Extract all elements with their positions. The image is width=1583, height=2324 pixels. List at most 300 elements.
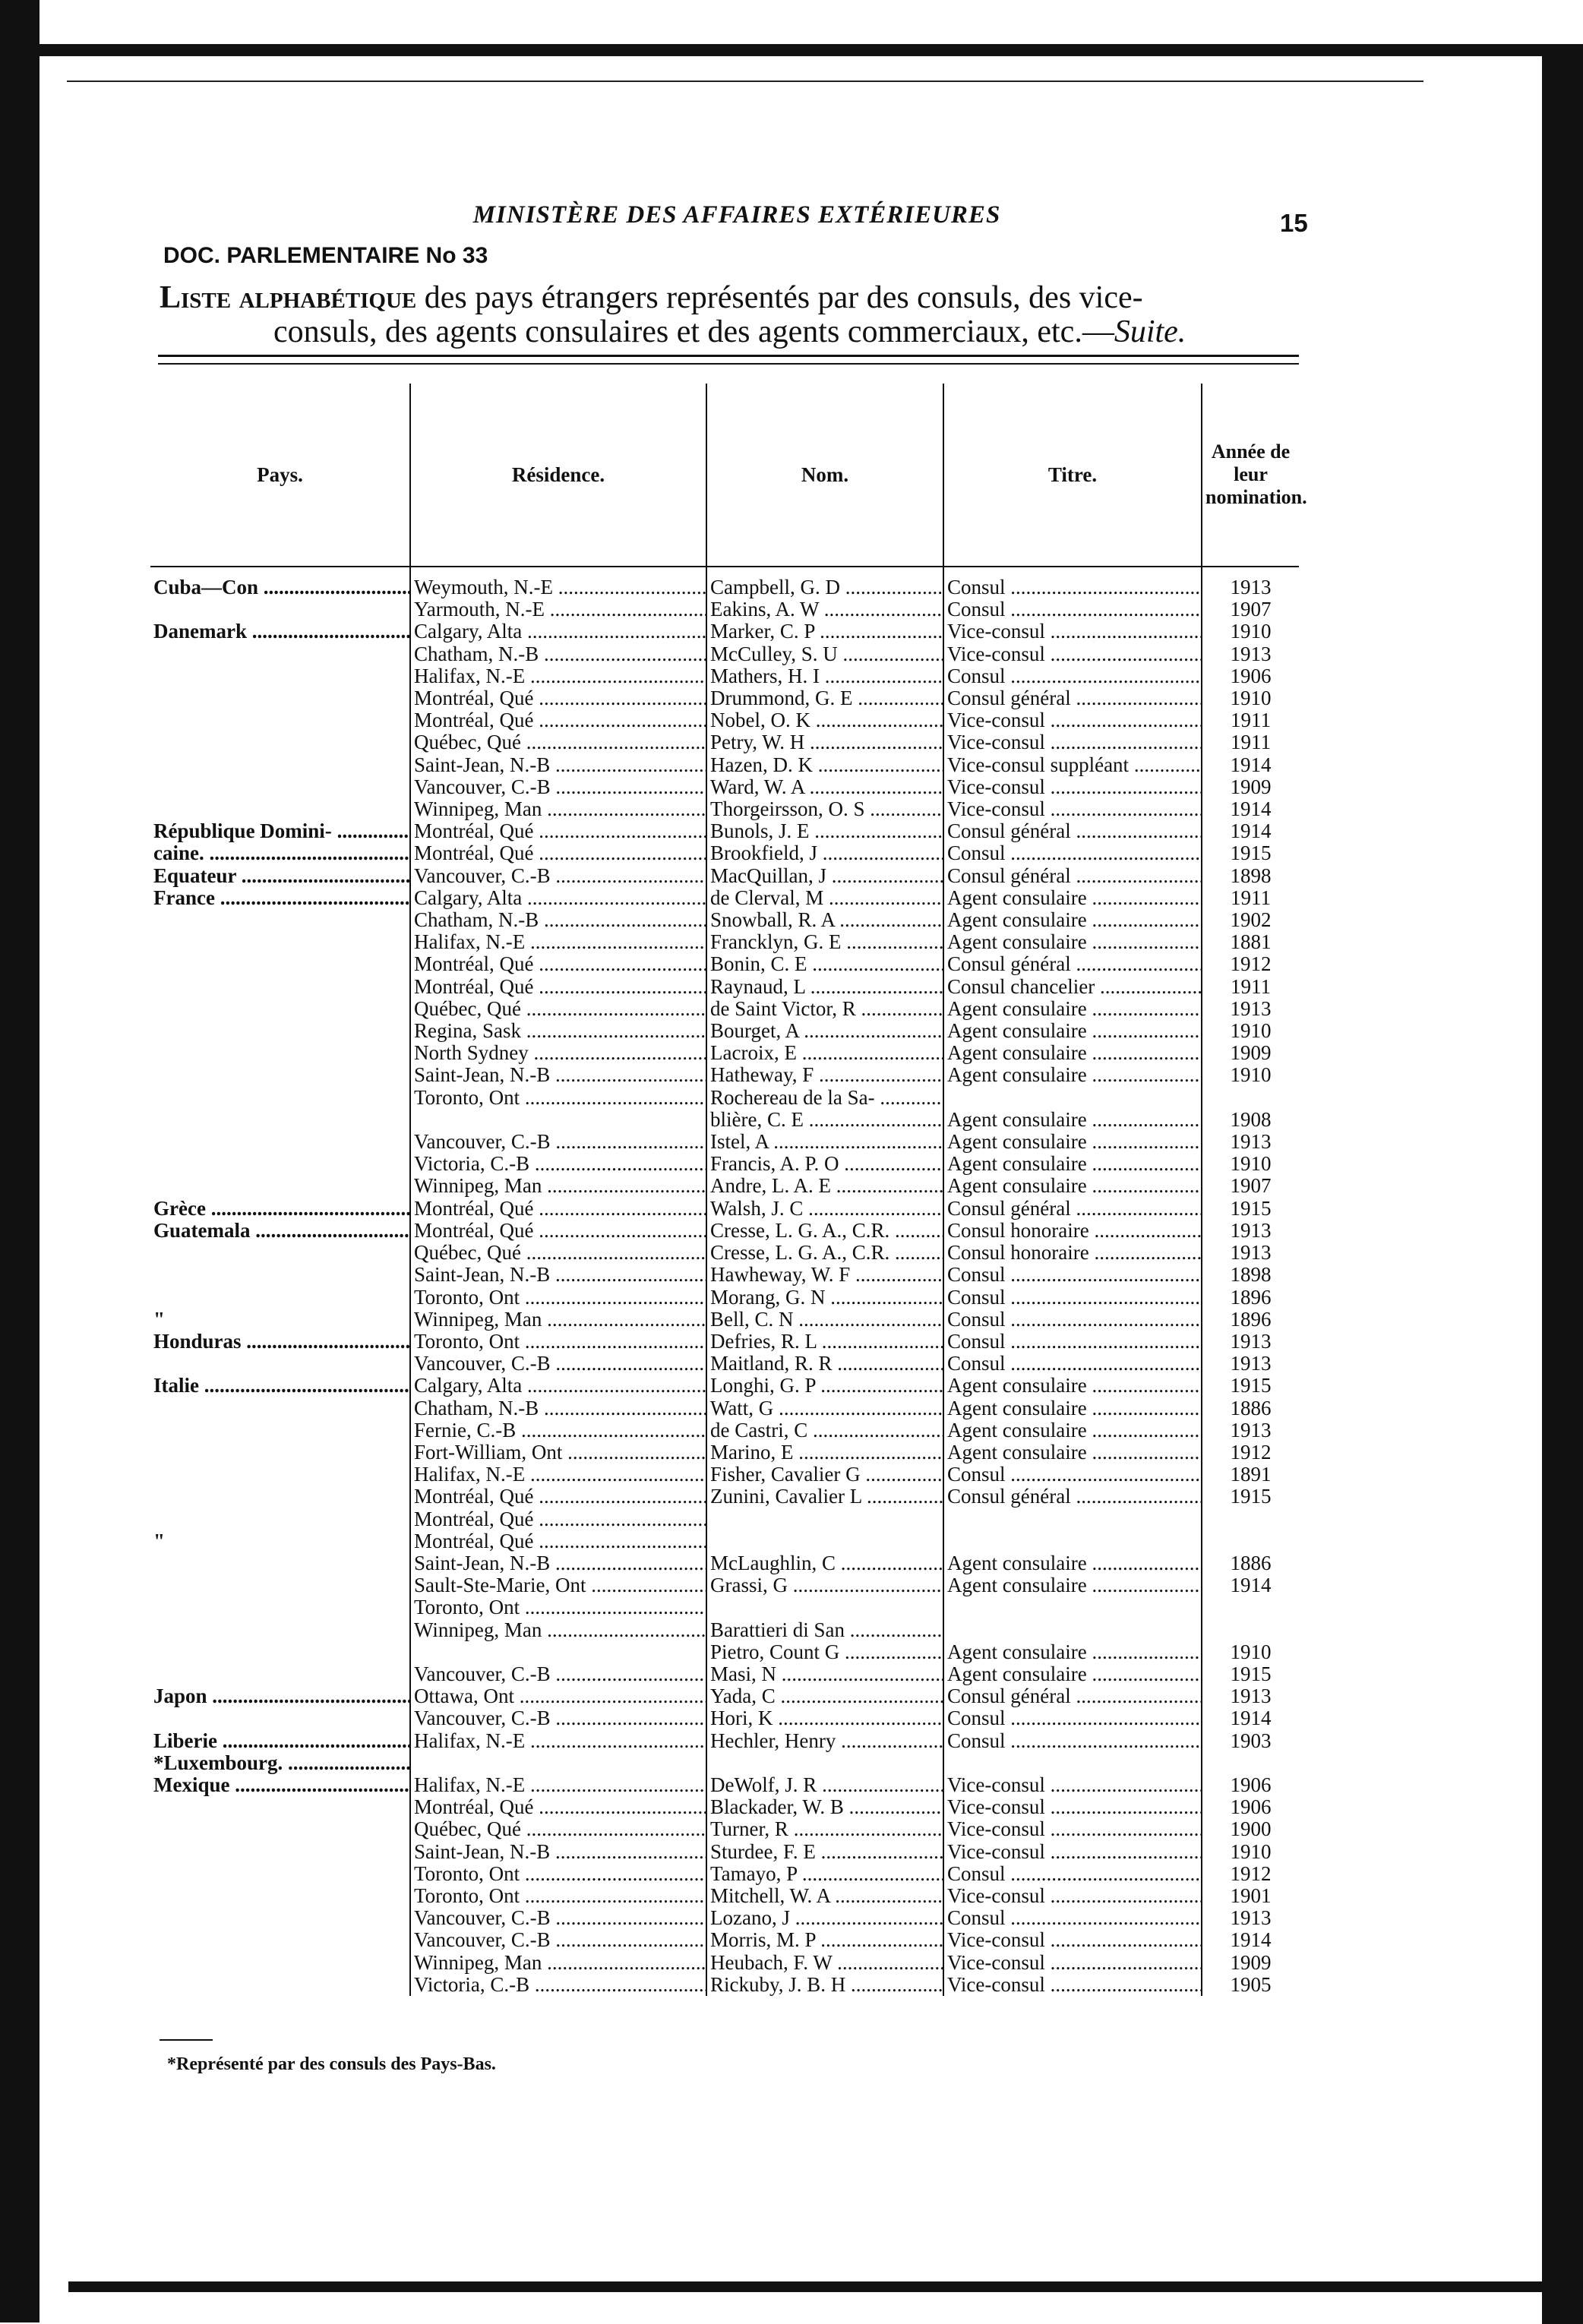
cell-annee bbox=[1202, 776, 1299, 798]
cell-pays bbox=[150, 1375, 410, 1397]
table-row bbox=[150, 754, 1299, 776]
cell-nom bbox=[706, 1175, 943, 1197]
cell-nom-text: Yada, C ..... bbox=[710, 1685, 943, 1707]
cell-pays bbox=[150, 709, 410, 731]
cell-residence bbox=[410, 567, 706, 598]
cell-titre-text: Vice-consul ..... bbox=[947, 1952, 1202, 1974]
table-row bbox=[150, 598, 1299, 620]
cell-titre bbox=[943, 931, 1202, 953]
cell-titre-text: Consul honoraire ..... bbox=[947, 1242, 1202, 1264]
cell-annee-text: 1896 bbox=[1230, 1286, 1272, 1309]
cell-residence-text: Toronto, Ont ..... bbox=[414, 1863, 706, 1885]
table-row bbox=[150, 1087, 1299, 1109]
cell-annee bbox=[1202, 1287, 1299, 1309]
cell-nom-text: Bunols, J. E ..... bbox=[710, 820, 943, 842]
page-number: 15 bbox=[1280, 209, 1308, 237]
cell-annee bbox=[1202, 931, 1299, 953]
consul-table bbox=[150, 384, 1307, 1996]
cell-residence bbox=[410, 1530, 706, 1552]
cell-residence bbox=[410, 1863, 706, 1885]
table-row bbox=[150, 1375, 1299, 1397]
cell-pays-text: " bbox=[153, 1308, 165, 1331]
cell-nom-text: Longhi, G. P ..... bbox=[710, 1375, 943, 1397]
cell-nom bbox=[706, 665, 943, 687]
cell-nom bbox=[706, 1907, 943, 1929]
cell-titre bbox=[943, 1020, 1202, 1042]
cell-titre-text: Consul ..... bbox=[947, 1907, 1202, 1929]
cell-residence-text: Chatham, N.-B ..... bbox=[414, 643, 706, 665]
cell-annee-text: 1913 bbox=[1230, 997, 1272, 1020]
table-row bbox=[150, 887, 1299, 909]
table-row bbox=[150, 567, 1299, 598]
scan-border-left bbox=[0, 0, 39, 2322]
cell-annee-text: 1912 bbox=[1230, 1862, 1272, 1885]
cell-annee-text: 1911 bbox=[1231, 975, 1271, 998]
cell-pays bbox=[150, 1841, 410, 1863]
cell-titre-text: Consul honoraire ..... bbox=[947, 1220, 1202, 1242]
cell-nom bbox=[706, 976, 943, 998]
cell-annee-text: 1911 bbox=[1231, 709, 1271, 732]
cell-residence-text: Winnipeg, Man ..... bbox=[414, 1309, 706, 1331]
cell-residence bbox=[410, 1242, 706, 1264]
cell-annee-text: 1910 bbox=[1230, 1064, 1272, 1087]
cell-annee-text: 1910 bbox=[1230, 1640, 1272, 1663]
cell-annee-text: 1907 bbox=[1230, 598, 1272, 621]
cell-titre-text: Consul ..... bbox=[947, 1464, 1202, 1486]
document-reference: DOC. PARLEMENTAIRE No 33 bbox=[163, 243, 488, 268]
cell-nom bbox=[706, 598, 943, 620]
cell-annee bbox=[1202, 1596, 1299, 1618]
cell-annee-text: 1886 bbox=[1230, 1397, 1272, 1419]
table-row bbox=[150, 820, 1299, 842]
cell-pays-text: Honduras ..... bbox=[153, 1331, 410, 1353]
cell-residence bbox=[410, 1087, 706, 1109]
cell-nom bbox=[706, 1929, 943, 1951]
cell-nom bbox=[706, 820, 943, 842]
cell-annee-text: 1913 bbox=[1230, 1242, 1272, 1265]
cell-titre-text: Agent consulaire ..... bbox=[947, 1131, 1202, 1153]
cell-titre bbox=[943, 1264, 1202, 1286]
cell-nom bbox=[706, 1397, 943, 1419]
cell-pays bbox=[150, 1353, 410, 1375]
cell-residence bbox=[410, 1131, 706, 1153]
cell-residence bbox=[410, 731, 706, 753]
cell-nom bbox=[706, 1596, 943, 1618]
cell-pays bbox=[150, 1596, 410, 1618]
table-row bbox=[150, 776, 1299, 798]
cell-annee-text: 1911 bbox=[1231, 731, 1271, 754]
cell-annee bbox=[1202, 687, 1299, 709]
table-row bbox=[150, 1730, 1299, 1752]
cell-annee bbox=[1202, 1353, 1299, 1375]
cell-annee bbox=[1202, 1153, 1299, 1175]
cell-pays bbox=[150, 1198, 410, 1220]
cell-pays bbox=[150, 1685, 410, 1707]
cell-pays-text: Mexique ..... bbox=[153, 1774, 410, 1796]
cell-annee bbox=[1202, 1841, 1299, 1863]
cell-titre bbox=[943, 1574, 1202, 1596]
table-row bbox=[150, 1309, 1299, 1331]
cell-nom-text: Lacroix, E ..... bbox=[710, 1042, 943, 1064]
cell-residence bbox=[410, 643, 706, 665]
cell-residence bbox=[410, 754, 706, 776]
cell-nom bbox=[706, 1530, 943, 1552]
cell-nom bbox=[706, 1131, 943, 1153]
title-double-rule bbox=[158, 355, 1299, 365]
cell-annee bbox=[1202, 1929, 1299, 1951]
cell-titre-text: Vice-consul suppléant ..... bbox=[947, 754, 1202, 776]
cell-nom bbox=[706, 1309, 943, 1331]
cell-nom bbox=[706, 1619, 943, 1641]
cell-residence bbox=[410, 1774, 706, 1796]
table-row bbox=[150, 1885, 1299, 1907]
cell-nom-text: Snowball, R. A ..... bbox=[710, 909, 943, 931]
cell-residence bbox=[410, 1818, 706, 1840]
cell-annee-text: 1913 bbox=[1230, 1353, 1272, 1375]
cell-titre-text: Vice-consul ..... bbox=[947, 620, 1202, 643]
cell-residence bbox=[410, 1730, 706, 1752]
cell-titre bbox=[943, 1619, 1202, 1641]
cell-annee-text: 1914 bbox=[1230, 820, 1272, 843]
cell-pays bbox=[150, 931, 410, 953]
cell-pays bbox=[150, 1309, 410, 1331]
cell-titre bbox=[943, 1707, 1202, 1729]
cell-titre bbox=[943, 1596, 1202, 1618]
cell-titre-text: Vice-consul ..... bbox=[947, 1818, 1202, 1840]
scan-border-bottom bbox=[68, 2281, 1580, 2292]
cell-nom-text: Fisher, Cavalier G ..... bbox=[710, 1464, 943, 1486]
cell-nom-text: Eakins, A. W ..... bbox=[710, 598, 943, 620]
cell-annee bbox=[1202, 754, 1299, 776]
cell-titre-text: Consul ..... bbox=[947, 1331, 1202, 1353]
cell-titre-text: Vice-consul ..... bbox=[947, 643, 1202, 665]
cell-residence bbox=[410, 798, 706, 820]
cell-annee bbox=[1202, 1530, 1299, 1552]
cell-titre-text: Agent consulaire ..... bbox=[947, 1375, 1202, 1397]
cell-annee bbox=[1202, 1885, 1299, 1907]
cell-titre-text: Vice-consul ..... bbox=[947, 798, 1202, 820]
cell-residence-text: Chatham, N.-B ..... bbox=[414, 909, 706, 931]
table-row bbox=[150, 1198, 1299, 1220]
cell-titre bbox=[943, 1641, 1202, 1663]
cell-nom-text: Tamayo, P ..... bbox=[710, 1863, 943, 1885]
cell-titre-text: Consul ..... bbox=[947, 1730, 1202, 1752]
cell-annee-text: 1912 bbox=[1230, 953, 1272, 976]
cell-annee bbox=[1202, 1264, 1299, 1286]
cell-nom-text: Heubach, F. W ..... bbox=[710, 1952, 943, 1974]
cell-pays bbox=[150, 1441, 410, 1464]
cell-residence bbox=[410, 620, 706, 643]
cell-residence-text: North Sydney ..... bbox=[414, 1042, 706, 1064]
cell-titre bbox=[943, 1752, 1202, 1774]
cell-nom-text: Nobel, O. K ..... bbox=[710, 709, 943, 731]
cell-nom-text: Petry, W. H ..... bbox=[710, 731, 943, 753]
cell-residence-text: Saint-Jean, N.-B ..... bbox=[414, 1841, 706, 1863]
cell-residence-text: Fernie, C.-B ..... bbox=[414, 1419, 706, 1441]
cell-titre-text: Vice-consul ..... bbox=[947, 1841, 1202, 1863]
cell-nom bbox=[706, 1198, 943, 1220]
cell-residence-text: Halifax, N.-E ..... bbox=[414, 1464, 706, 1486]
cell-residence bbox=[410, 1796, 706, 1818]
cell-titre bbox=[943, 1287, 1202, 1309]
cell-nom-text: Bonin, C. E ..... bbox=[710, 953, 943, 975]
cell-annee bbox=[1202, 820, 1299, 842]
cell-titre bbox=[943, 1331, 1202, 1353]
cell-residence bbox=[410, 820, 706, 842]
cell-pays bbox=[150, 842, 410, 864]
cell-residence bbox=[410, 1907, 706, 1929]
cell-residence bbox=[410, 1974, 706, 1996]
cell-annee bbox=[1202, 1131, 1299, 1153]
cell-pays bbox=[150, 620, 410, 643]
cell-titre bbox=[943, 754, 1202, 776]
cell-titre bbox=[943, 1175, 1202, 1197]
table-body bbox=[150, 567, 1299, 1996]
cell-nom-text: MacQuillan, J ..... bbox=[710, 865, 943, 887]
cell-pays bbox=[150, 1974, 410, 1996]
header-annee: Année de leur nomination. bbox=[1202, 384, 1299, 567]
cell-annee-text: 1900 bbox=[1230, 1818, 1272, 1841]
cell-nom bbox=[706, 1042, 943, 1064]
cell-annee-text: 1906 bbox=[1230, 1796, 1272, 1819]
cell-residence-text: Toronto, Ont ..... bbox=[414, 1331, 706, 1353]
cell-annee bbox=[1202, 1441, 1299, 1464]
cell-titre bbox=[943, 598, 1202, 620]
cell-titre bbox=[943, 1419, 1202, 1441]
cell-titre-text: Agent consulaire ..... bbox=[947, 998, 1202, 1020]
cell-titre bbox=[943, 1131, 1202, 1153]
cell-residence-text: Ottawa, Ont ..... bbox=[414, 1685, 706, 1707]
cell-nom bbox=[706, 1663, 943, 1685]
cell-nom-text: Andre, L. A. E ..... bbox=[710, 1175, 943, 1197]
cell-nom bbox=[706, 1419, 943, 1441]
cell-annee-text: 1915 bbox=[1230, 1197, 1272, 1220]
cell-nom-text: Hori, K ..... bbox=[710, 1707, 943, 1729]
cell-titre-text: Agent consulaire ..... bbox=[947, 1109, 1202, 1131]
cell-residence bbox=[410, 953, 706, 975]
cell-titre bbox=[943, 1375, 1202, 1397]
cell-annee bbox=[1202, 1220, 1299, 1242]
cell-titre bbox=[943, 1087, 1202, 1109]
cell-titre bbox=[943, 953, 1202, 975]
table-row bbox=[150, 687, 1299, 709]
cell-annee-text: 1901 bbox=[1230, 1884, 1272, 1907]
cell-nom-text: Hazen, D. K ..... bbox=[710, 754, 943, 776]
cell-pays-text: France ..... bbox=[153, 887, 410, 909]
cell-titre bbox=[943, 798, 1202, 820]
cell-residence-text: Toronto, Ont ..... bbox=[414, 1885, 706, 1907]
cell-annee-text: 1906 bbox=[1230, 1773, 1272, 1796]
cell-residence bbox=[410, 687, 706, 709]
table-row bbox=[150, 1242, 1299, 1264]
cell-pays bbox=[150, 643, 410, 665]
cell-residence bbox=[410, 887, 706, 909]
cell-annee-text: 1914 bbox=[1230, 798, 1272, 821]
cell-pays bbox=[150, 1419, 410, 1441]
cell-pays bbox=[150, 1042, 410, 1064]
cell-residence bbox=[410, 1064, 706, 1086]
cell-residence bbox=[410, 1641, 706, 1663]
cell-annee bbox=[1202, 1818, 1299, 1840]
cell-pays bbox=[150, 1153, 410, 1175]
cell-residence-text: Montréal, Qué ..... bbox=[414, 820, 706, 842]
cell-nom-text: McCulley, S. U ..... bbox=[710, 643, 943, 665]
table-row bbox=[150, 1863, 1299, 1885]
cell-nom-text: Blackader, W. B ..... bbox=[710, 1796, 943, 1818]
cell-annee-text: 1914 bbox=[1230, 1929, 1272, 1952]
cell-titre bbox=[943, 909, 1202, 931]
cell-nom-text: Hatheway, F ..... bbox=[710, 1064, 943, 1086]
cell-annee-text: 1913 bbox=[1230, 1907, 1272, 1930]
cell-titre-text: Agent consulaire ..... bbox=[947, 1153, 1202, 1175]
cell-titre-text: Consul ..... bbox=[947, 1707, 1202, 1729]
cell-titre-text: Consul ..... bbox=[947, 665, 1202, 687]
cell-annee-text: 1913 bbox=[1230, 643, 1272, 665]
cell-titre-text: Vice-consul ..... bbox=[947, 731, 1202, 753]
cell-annee bbox=[1202, 1685, 1299, 1707]
table-row bbox=[150, 909, 1299, 931]
cell-pays bbox=[150, 1619, 410, 1641]
cell-annee bbox=[1202, 1419, 1299, 1441]
cell-nom bbox=[706, 1064, 943, 1086]
table-row bbox=[150, 1109, 1299, 1131]
cell-pays bbox=[150, 598, 410, 620]
cell-titre bbox=[943, 1464, 1202, 1486]
table-row bbox=[150, 1818, 1299, 1840]
cell-residence bbox=[410, 865, 706, 887]
table-row bbox=[150, 1685, 1299, 1707]
cell-residence bbox=[410, 1287, 706, 1309]
cell-nom bbox=[706, 1375, 943, 1397]
cell-residence bbox=[410, 1464, 706, 1486]
cell-annee bbox=[1202, 953, 1299, 975]
cell-pays bbox=[150, 1863, 410, 1885]
cell-nom bbox=[706, 953, 943, 975]
list-title bbox=[160, 281, 1299, 349]
header-residence: Résidence. bbox=[410, 384, 706, 567]
cell-titre-text: Agent consulaire ..... bbox=[947, 1663, 1202, 1685]
cell-nom bbox=[706, 1242, 943, 1264]
table-row bbox=[150, 1153, 1299, 1175]
cell-titre bbox=[943, 1397, 1202, 1419]
cell-pays bbox=[150, 665, 410, 687]
cell-titre bbox=[943, 1796, 1202, 1818]
cell-titre bbox=[943, 1774, 1202, 1796]
cell-titre-text: Agent consulaire ..... bbox=[947, 1419, 1202, 1441]
cell-pays bbox=[150, 953, 410, 975]
cell-nom-text: McLaughlin, C ..... bbox=[710, 1552, 943, 1574]
cell-residence-text: Montréal, Qué ..... bbox=[414, 976, 706, 998]
cell-nom bbox=[706, 1752, 943, 1774]
table-row bbox=[150, 1331, 1299, 1353]
cell-annee bbox=[1202, 643, 1299, 665]
cell-annee bbox=[1202, 598, 1299, 620]
cell-nom-text: Sturdee, F. E ..... bbox=[710, 1841, 943, 1863]
table-row bbox=[150, 1020, 1299, 1042]
cell-annee bbox=[1202, 620, 1299, 643]
cell-annee-text: 1898 bbox=[1230, 1264, 1272, 1287]
cell-titre-text: Agent consulaire ..... bbox=[947, 1441, 1202, 1464]
cell-annee-text: 1903 bbox=[1230, 1729, 1272, 1752]
cell-titre-text: Agent consulaire ..... bbox=[947, 909, 1202, 931]
cell-annee-text: 1915 bbox=[1230, 842, 1272, 865]
cell-nom-text: Turner, R ..... bbox=[710, 1818, 943, 1840]
cell-nom-text: Hawheway, W. F ..... bbox=[710, 1264, 943, 1286]
cell-titre bbox=[943, 709, 1202, 731]
cell-residence-text: Québec, Qué ..... bbox=[414, 1818, 706, 1840]
cell-nom bbox=[706, 1508, 943, 1530]
cell-titre bbox=[943, 1508, 1202, 1530]
cell-nom-text: Bell, C. N ..... bbox=[710, 1309, 943, 1331]
cell-annee bbox=[1202, 1508, 1299, 1530]
cell-titre-text: Consul ..... bbox=[947, 1264, 1202, 1286]
cell-residence bbox=[410, 1109, 706, 1131]
cell-pays bbox=[150, 1109, 410, 1131]
cell-annee bbox=[1202, 1752, 1299, 1774]
cell-residence-text: Victoria, C.-B ..... bbox=[414, 1153, 706, 1175]
cell-annee bbox=[1202, 1641, 1299, 1663]
cell-nom bbox=[706, 1685, 943, 1707]
cell-nom bbox=[706, 1818, 943, 1840]
cell-nom bbox=[706, 1641, 943, 1663]
cell-residence bbox=[410, 1042, 706, 1064]
cell-residence bbox=[410, 1574, 706, 1596]
cell-annee bbox=[1202, 842, 1299, 864]
cell-nom-text: Campbell, G. D ..... bbox=[710, 576, 943, 598]
cell-annee-text: 1908 bbox=[1230, 1108, 1272, 1131]
cell-residence-text: Winnipeg, Man ..... bbox=[414, 798, 706, 820]
cell-pays bbox=[150, 976, 410, 998]
cell-pays bbox=[150, 1087, 410, 1109]
cell-pays-text: Italie ..... bbox=[153, 1375, 410, 1397]
cell-nom-text: Rochereau de la Sa- ..... bbox=[710, 1087, 943, 1109]
cell-titre bbox=[943, 1685, 1202, 1707]
cell-nom bbox=[706, 931, 943, 953]
cell-residence-text: Halifax, N.-E ..... bbox=[414, 1730, 706, 1752]
cell-annee-text: 1913 bbox=[1230, 1330, 1272, 1353]
cell-pays bbox=[150, 1707, 410, 1729]
cell-residence bbox=[410, 1331, 706, 1353]
cell-titre bbox=[943, 842, 1202, 864]
cell-nom bbox=[706, 842, 943, 864]
cell-residence-text: Montréal, Qué ..... bbox=[414, 1220, 706, 1242]
cell-nom-text: Cresse, L. G. A., C.R. ..... bbox=[710, 1220, 943, 1242]
cell-nom bbox=[706, 1153, 943, 1175]
cell-titre bbox=[943, 1885, 1202, 1907]
cell-pays-text: caine. ..... bbox=[153, 842, 410, 864]
cell-residence-text: Vancouver, C.-B ..... bbox=[414, 1929, 706, 1951]
cell-titre bbox=[943, 1042, 1202, 1064]
cell-nom bbox=[706, 1353, 943, 1375]
cell-annee bbox=[1202, 1042, 1299, 1064]
title-suite: Suite. bbox=[1114, 314, 1186, 349]
cell-residence bbox=[410, 1619, 706, 1641]
cell-residence bbox=[410, 1707, 706, 1729]
cell-nom bbox=[706, 1331, 943, 1353]
cell-nom-text: de Clerval, M ..... bbox=[710, 887, 943, 909]
table-row bbox=[150, 665, 1299, 687]
cell-titre-text: Consul ..... bbox=[947, 1287, 1202, 1309]
table-row bbox=[150, 865, 1299, 887]
cell-annee bbox=[1202, 731, 1299, 753]
cell-titre-text: Agent consulaire ..... bbox=[947, 1042, 1202, 1064]
table-row bbox=[150, 1530, 1299, 1552]
cell-residence-text: Chatham, N.-B ..... bbox=[414, 1397, 706, 1419]
table-row bbox=[150, 1419, 1299, 1441]
cell-annee-text: 1914 bbox=[1230, 1707, 1272, 1730]
cell-annee-text: 1915 bbox=[1230, 1662, 1272, 1685]
cell-pays bbox=[150, 1464, 410, 1486]
